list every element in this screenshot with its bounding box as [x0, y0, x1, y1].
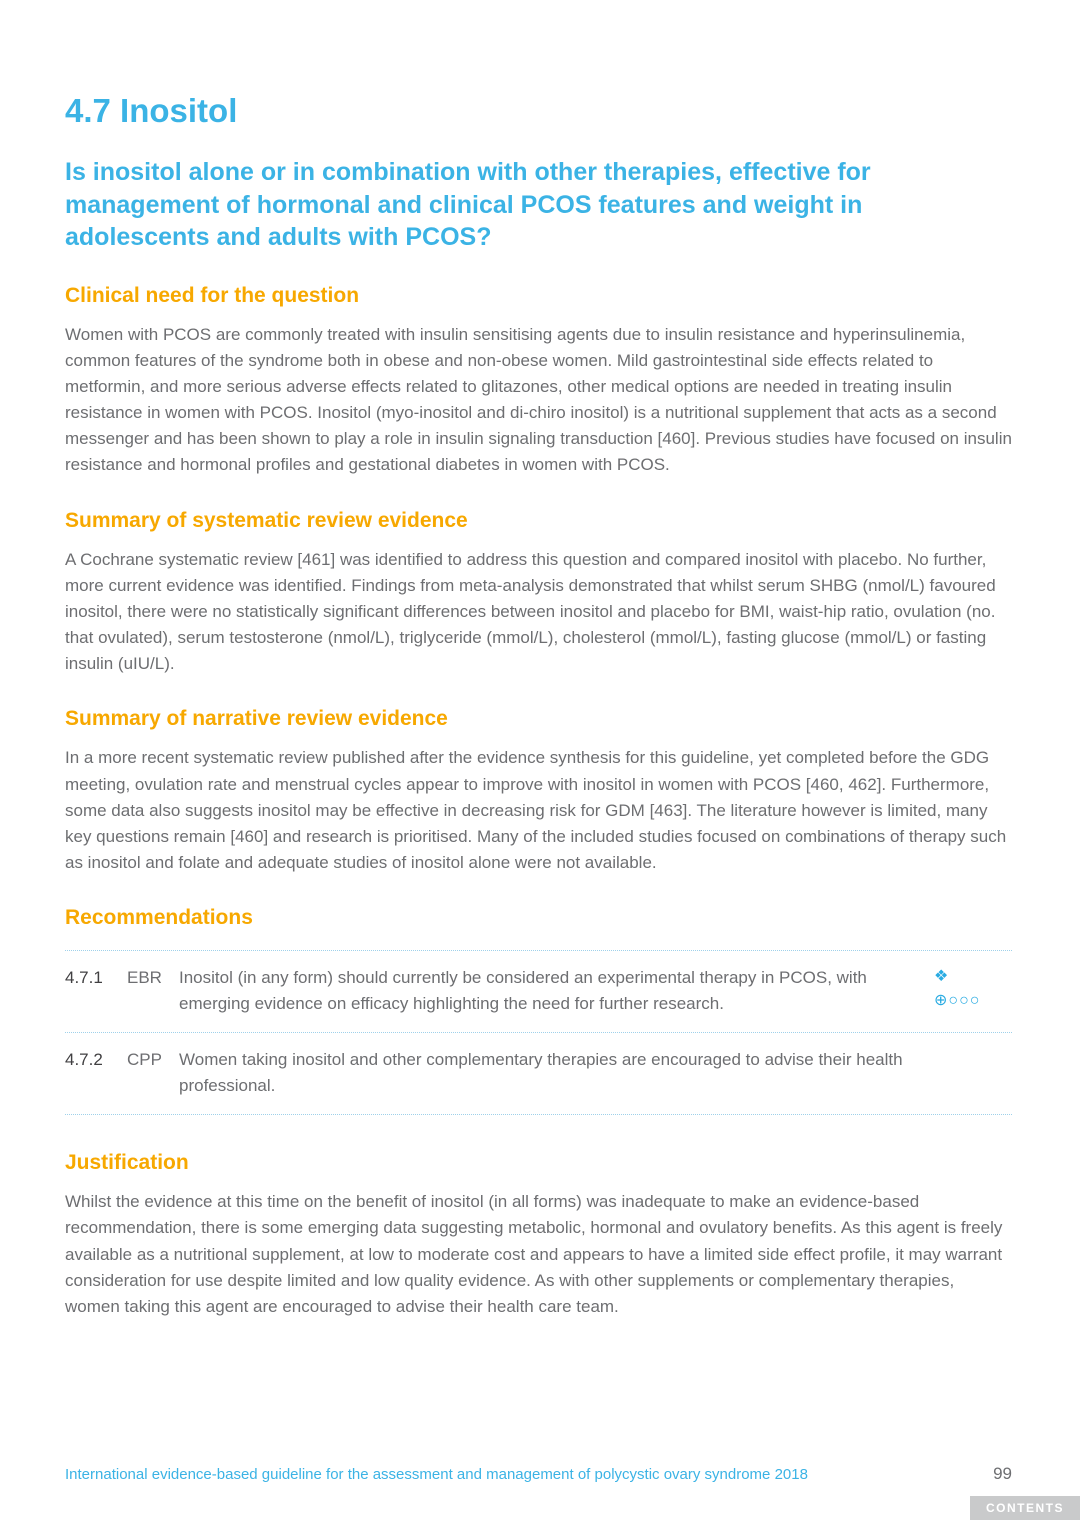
recommendation-type-badge: EBR: [127, 968, 162, 988]
clinical-question-heading: Is inositol alone or in combination with other therapies, effective for management of hormonal and clinical PCOS features and weight in adolescents and adults with PCOS?: [65, 158, 871, 251]
recommendation-text: Inositol (in any form) should currently be considered an experimental therapy in PCOS, with emerging evidence on efficacy highlighting the need for further research.: [179, 968, 867, 1013]
contents-button[interactable]: CONTENTS: [970, 1496, 1080, 1520]
recommendation-symbols: [934, 965, 1012, 1013]
section-heading-clinical-need: Clinical need for the question: [65, 283, 360, 307]
page-title: 4.7 Inositol: [65, 92, 238, 129]
section-justification: [65, 1151, 1012, 1320]
section-heading-justification: Justification: [65, 1151, 189, 1175]
recommendation-text: Women taking inositol and other complementary therapies are encouraged to advise their health professional.: [179, 1050, 903, 1095]
section-heading-narrative-review: Summary of narrative review evidence: [65, 707, 448, 731]
recommendation-number: 4.7.2: [65, 1050, 103, 1070]
recommendation-type-badge: CPP: [127, 1050, 162, 1070]
section-body-clinical-need: Women with PCOS are commonly treated with insulin sensitising agents due to insulin resistance and hyperinsulinemia, common features of the syndrome both in obese and non-obese women. Mild gastrointestinal side effects related to metformin, and more serious adverse effects related to glitazones, other medical options are needed in treating insulin resistance in women with PCOS. Inositol (myo-inositol and di-chiro inositol) is a nutritional supplement that acts as a second messenger and has been shown to play a role in insulin signaling transduction [460]. Previous studies have focused on insulin resistance and hormonal profiles and gestational diabetes in women with PCOS.: [65, 324, 1012, 475]
section-heading-systematic-review: Summary of systematic review evidence: [65, 508, 468, 532]
section-body-narrative-review: In a more recent systematic review published after the evidence synthesis for this guideline, yet completed before the GDG meeting, ovulation rate and menstrual cycles appear to improve with inositol in women with PCOS [460, 462]. Furthermore, some data also suggests inositol may be effective in decreasing risk for GDM [463]. The literature however is limited, many key questions remain [460] and research is prioritised. Many of the included studies focused on combinations of therapy such as inositol and folate and adequate studies of inositol alone were not available.: [65, 748, 1007, 873]
consensus-diamond-icon: ❖: [934, 968, 949, 986]
section-narrative-review: [65, 707, 1012, 876]
section-body-justification: Whilst the evidence at this time on the benefit of inositol (in all forms) was inadequate to make an evidence-based recommendation, there is some emerging data suggesting metabolic, hormonal and ovulatory benefits. As this agent is freely available as a nutritional supplement, at low to moderate cost and appears to have a limited side effect profile, it may warrant consideration for use despite limited and low quality evidence. As with other supplements or complementary therapies, women taking this agent are encouraged to advise their health care team.: [65, 1192, 1003, 1316]
page-number: 99: [993, 1464, 1012, 1483]
grade-quality-icon: ⊕○○○: [934, 992, 981, 1010]
section-clinical-need: [65, 284, 1012, 479]
recommendation-number: 4.7.1: [65, 968, 103, 988]
section-body-systematic-review: A Cochrane systematic review [461] was identified to address this question and compared inositol with placebo. No further, more current evidence was identified. Findings from meta-analysis demonstrated that whilst serum SHBG (nmol/L) favoured inositol, there were no statistically significant differences between inositol and placebo for BMI, waist-hip ratio, ovulation (no. that ovulated), serum testosterone (nmol/L), triglyceride (mmol/L), cholesterol (mmol/L), fasting glucose (mmol/L) or fasting insulin (uIU/L).: [65, 549, 996, 674]
section-recommendations: [65, 906, 1012, 1115]
section-systematic-review: [65, 509, 1012, 678]
recommendation-row: [65, 950, 1012, 1032]
recommendation-row: [65, 1032, 1012, 1115]
recommendations-table: [65, 950, 1012, 1115]
footer-guideline-title: International evidence-based guideline for the assessment and management of polycystic ovary syndrome 2018: [65, 1466, 808, 1483]
section-heading-recommendations: Recommendations: [65, 906, 253, 930]
page-footer: [65, 1464, 1012, 1484]
